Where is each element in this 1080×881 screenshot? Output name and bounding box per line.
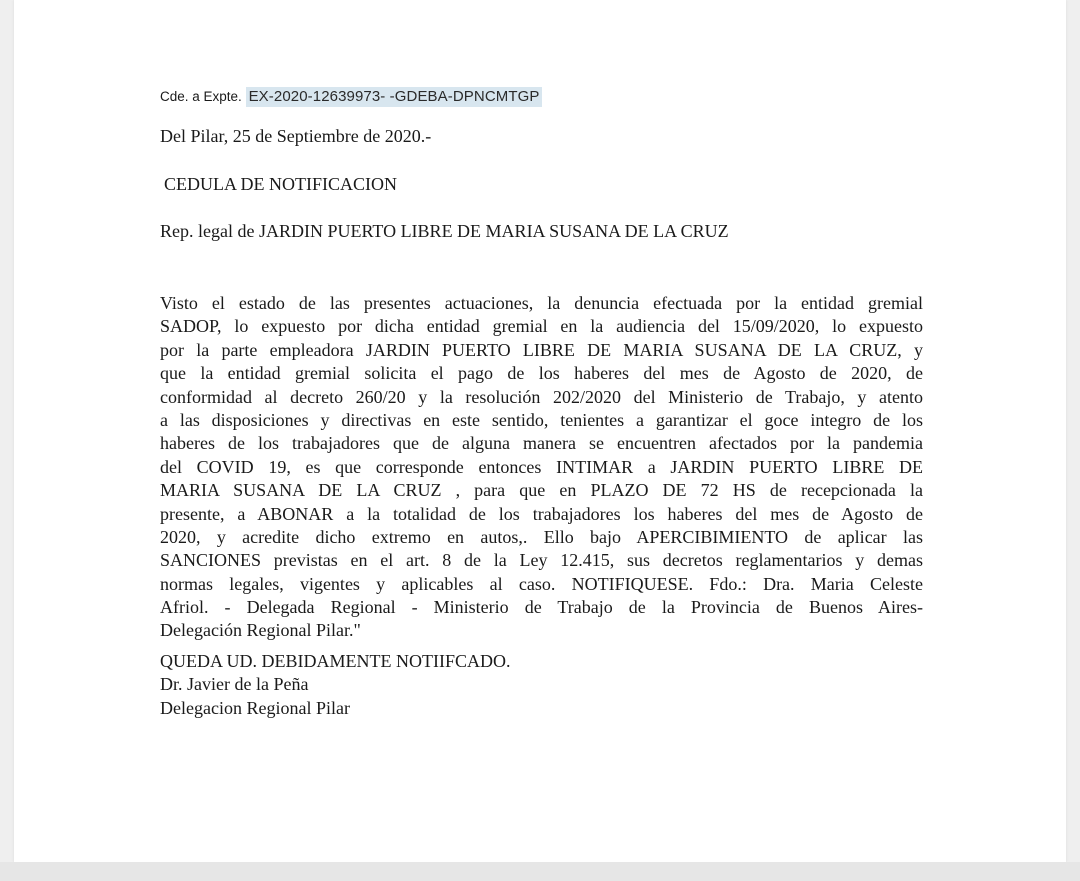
body-line: 2020, y acredite dicho extremo en autos,. Ello bajo APERCIBIMIENTO de aplicar las <box>160 526 923 547</box>
body-line: que la entidad gremial solicita el pago de los haberes del mes de Agosto de 2020, de <box>160 363 923 384</box>
body-line: SADOP, lo expuesto por dicha entidad gremial en la audiencia del 15/09/2020, lo expuesto <box>160 316 923 337</box>
body-line: presente, a ABONAR a la totalidad de los trabajadores los haberes del mes de Agosto de <box>160 503 923 524</box>
body-line: del COVID 19, es que corresponde entonces INTIMAR a JARDIN PUERTO LIBRE DE <box>160 456 923 477</box>
body-line: haberes de los trabajadores que de alguna manera se encuentren afectados por la pandemia <box>160 433 923 454</box>
case-reference <box>160 88 542 105</box>
recipient-line: Rep. legal de JARDIN PUERTO LIBRE DE MARIA SUSANA DE LA CRUZ <box>160 221 729 241</box>
document-page <box>14 0 1066 862</box>
signer-office: Delegacion Regional Pilar <box>160 697 350 718</box>
document-title: CEDULA DE NOTIFICACION <box>164 174 397 194</box>
body-paragraph <box>160 292 923 643</box>
body-line: por la parte empleadora JARDIN PUERTO LIBRE DE MARIA SUSANA DE LA CRUZ, y <box>160 339 923 360</box>
body-line: Delegación Regional Pilar." <box>160 620 361 641</box>
case-number-highlight: EX-2020-12639973- -GDEBA-DPNCMTGP <box>246 87 542 107</box>
date-line: Del Pilar, 25 de Septiembre de 2020.- <box>160 126 432 146</box>
body-line: Afriol. - Delegada Regional - Ministerio de Trabajo de la Provincia de Buenos Aires- <box>160 597 923 618</box>
signer-name: Dr. Javier de la Peña <box>160 674 309 695</box>
reference-prefix: Cde. a Expte. <box>160 89 242 104</box>
body-line: Visto el estado de las presentes actuaciones, la denuncia efectuada por la entidad gremial <box>160 293 923 313</box>
body-line: normas legales, vigentes y aplicables al caso. NOTIFIQUESE. Fdo.: Dra. Maria Celeste <box>160 573 923 594</box>
body-line: MARIA SUSANA DE LA CRUZ , para que en PLAZO DE 72 HS de recepcionada la <box>160 480 923 501</box>
notification-notice: QUEDA UD. DEBIDAMENTE NOTIIFCADO. <box>160 651 511 671</box>
closing-block <box>160 650 510 720</box>
photo-bottom-edge <box>0 862 1080 881</box>
body-line: SANCIONES previstas en el art. 8 de la Ley 12.415, sus decretos reglamentarios y demas <box>160 550 923 571</box>
body-line: conformidad al decreto 260/20 y la resolución 202/2020 del Ministerio de Trabajo, y atento <box>160 386 923 407</box>
body-line: a las disposiciones y directivas en este sentido, tenientes a garantizar el goce integro de los <box>160 409 923 430</box>
